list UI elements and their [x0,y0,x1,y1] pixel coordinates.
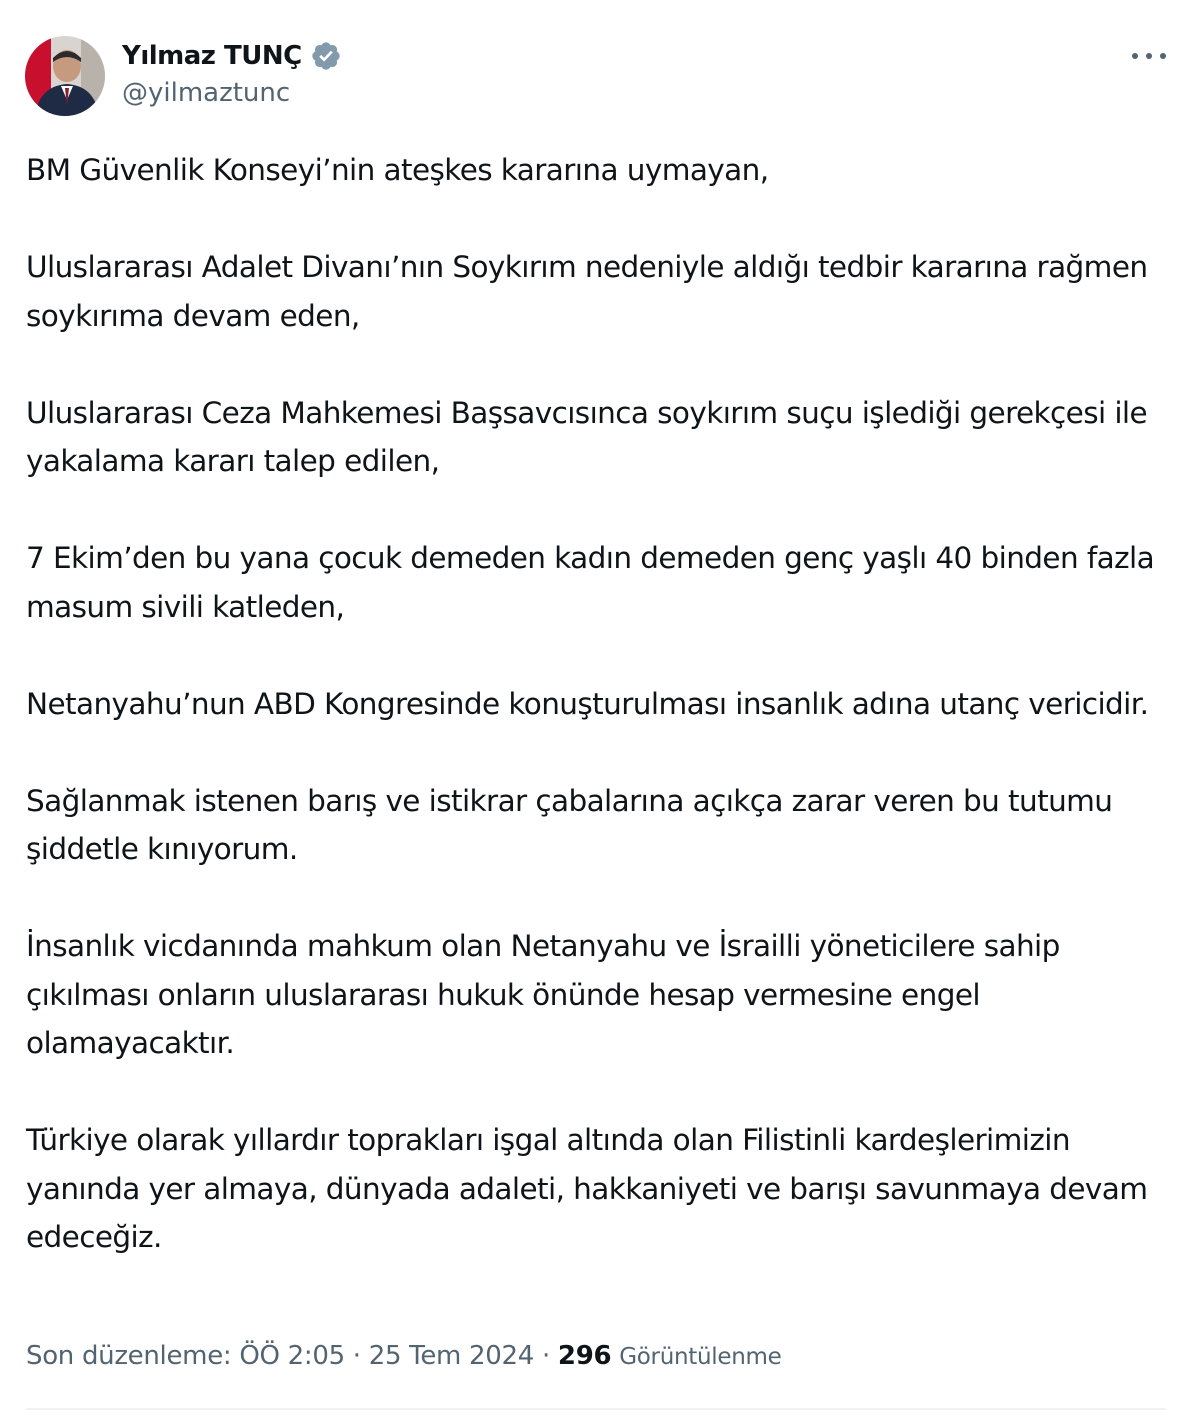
author-handle[interactable]: @yilmaztunc [122,78,291,108]
profile-photo-icon [25,36,105,116]
tweet-paragraph: 7 Ekim’den bu yana çocuk demeden kadın demeden genç yaşlı 40 binden fazla masum sivili katleden, [26,541,1155,624]
avatar[interactable] [25,36,105,116]
tweet-paragraph: İnsanlık vicdanında mahkum olan Netanyahu ve İsrailli yöneticilere sahip çıkılması onların uluslararası hukuk önünde hesap vermesine engel olamayacaktır. [26,929,1060,1060]
tweet-paragraph: Uluslararası Adalet Divanı’nın Soykırım nedeniyle aldığı tedbir kararına rağmen soykırıma devam eden, [26,250,1148,333]
tweet-meta [26,1341,781,1371]
more-horizontal-icon[interactable] [1132,42,1166,70]
tweet-date[interactable]: 25 Tem 2024 [368,1341,534,1371]
views-count: 296 [557,1341,612,1371]
meta-separator: · [344,1341,369,1371]
tweet-paragraph: BM Güvenlik Konseyi’nin ateşkes kararına uymayan, [26,153,769,187]
divider [26,1408,1166,1410]
author-display-name[interactable]: Yılmaz TUNÇ [122,41,302,71]
views-label: Görüntülenme [619,1344,782,1370]
tweet-paragraph: Sağlanmak istenen barış ve istikrar çabalarına açıkça zarar veren bu tutumu şiddetle kınıyorum. [26,783,1113,866]
edited-timestamp[interactable]: Son düzenleme: ÖÖ 2:05 [26,1341,345,1371]
tweet-paragraph: Uluslararası Ceza Mahkemesi Başsavcısınca soykırım suçu işlediği gerekçesi ile yakalama kararı talep edilen, [26,395,1148,478]
tweet-text [26,146,1176,1262]
author-name-row[interactable] [122,38,342,74]
verified-badge-icon[interactable] [310,40,342,72]
tweet-paragraph: Netanyahu’nun ABD Kongresinde konuşturulması insanlık adına utanç vericidir. [26,686,1149,721]
meta-separator: · [534,1341,558,1371]
tweet-paragraph: Türkiye olarak yıllardır toprakları işgal altında olan Filistinli kardeşlerimizin yanında yer almaya, dünyada adaleti, hakkaniyeti ve barışı savunmaya devam edeceğiz. [26,1123,1148,1254]
